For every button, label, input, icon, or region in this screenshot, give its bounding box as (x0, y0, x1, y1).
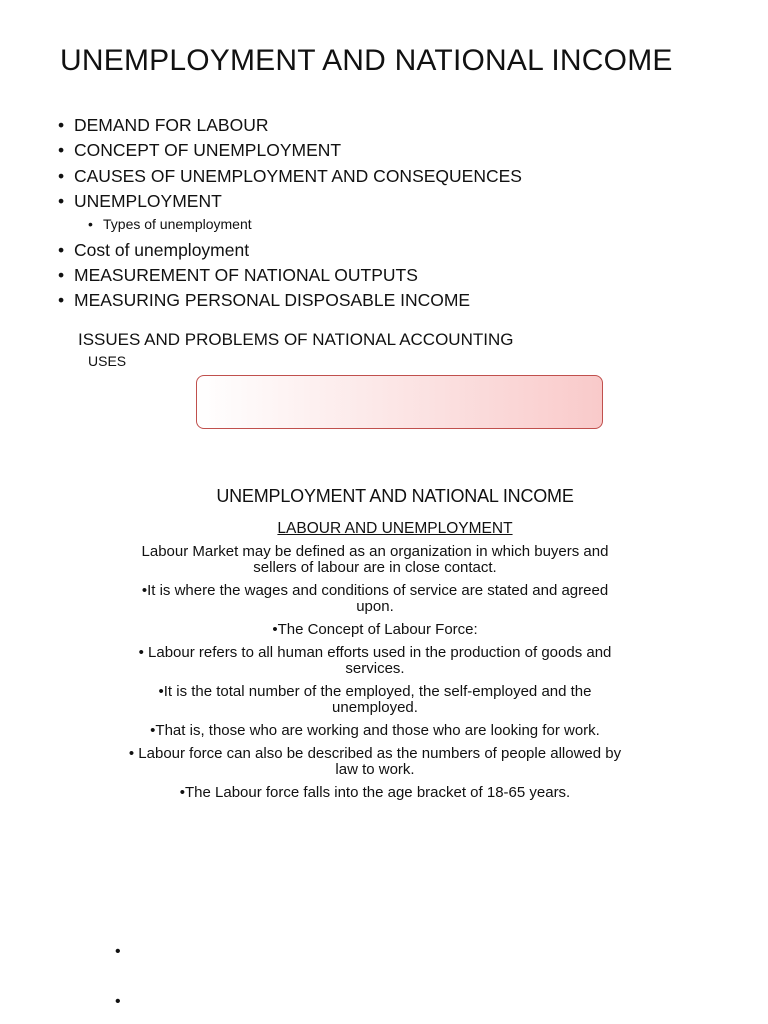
slide-title: UNEMPLOYMENT AND NATIONAL INCOME (60, 44, 673, 77)
agenda-item: • UNEMPLOYMENT (58, 189, 522, 214)
empty-bullet: • (115, 993, 121, 1010)
slide2-paragraph: •The Labour force falls into the age bracket of 18-65 years. (179, 784, 571, 801)
slide2-paragraph: •It is where the wages and conditions of service are stated and agreed upon. (141, 582, 609, 615)
slide2-title: UNEMPLOYMENT AND NATIONAL INCOME (216, 486, 574, 506)
slide2-subtitle: LABOUR AND UNEMPLOYMENT (277, 520, 513, 537)
agenda-item: • CAUSES OF UNEMPLOYMENT AND CONSEQUENCES (58, 164, 522, 189)
agenda-item: • MEASURING PERSONAL DISPOSABLE INCOME (58, 288, 522, 313)
slide2-paragraph: • Labour force can also be described as the numbers of people allowed by law to work. (128, 745, 622, 778)
slide2-paragraph: •It is the total number of the employed, the self-employed and the unemployed. (158, 683, 592, 716)
slide2-paragraph: •That is, those who are working and those who are looking for work. (150, 722, 600, 739)
slide2-content (100, 486, 690, 808)
agenda-sub-item: • Types of unemployment (88, 215, 522, 233)
slide2-paragraph: Labour Market may be defined as an organization in which buyers and sellers of labour are in close contact. (141, 543, 609, 576)
highlight-box (196, 375, 603, 429)
agenda-list (58, 113, 522, 314)
agenda-item: • MEASUREMENT OF NATIONAL OUTPUTS (58, 263, 522, 288)
agenda-item: • DEMAND FOR LABOUR (58, 113, 522, 138)
agenda-item: • CONCEPT OF UNEMPLOYMENT (58, 138, 522, 163)
agenda-item: • Cost of unemployment (58, 238, 522, 263)
slide2-paragraph: • Labour refers to all human efforts used in the production of goods and services. (138, 644, 612, 677)
uses-label: USES (88, 353, 127, 369)
issues-heading: ISSUES AND PROBLEMS OF NATIONAL ACCOUNTING (78, 330, 514, 349)
slide2-paragraph: •The Concept of Labour Force: (272, 621, 478, 638)
empty-bullet: • (115, 943, 121, 960)
